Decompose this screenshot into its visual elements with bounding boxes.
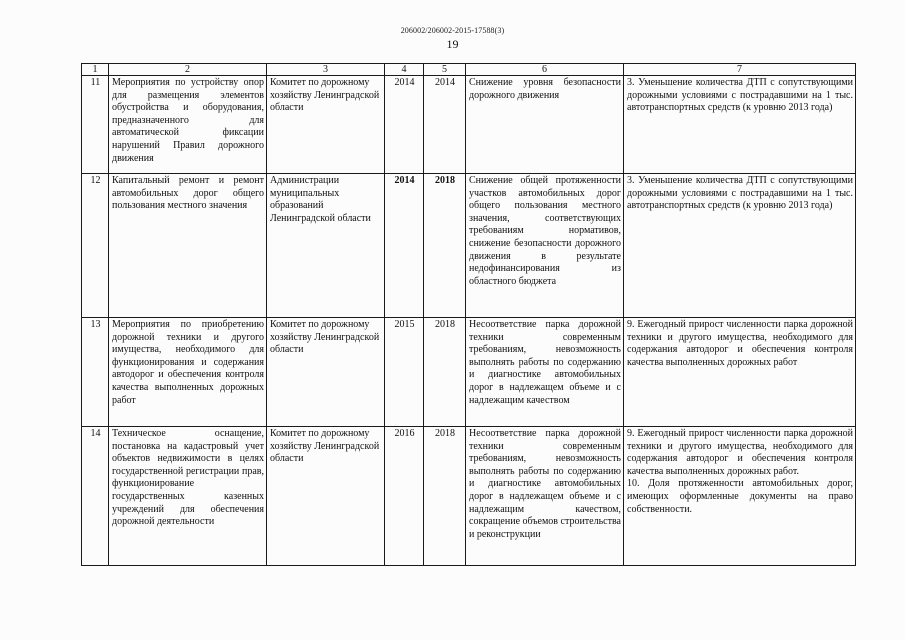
consequence-cell: Снижение общей протяженности участков автомобильных дорог общего пользования местного значения, соответствующих требованиям нормативов, снижение безопасности дорожного движения в результате недофинансирования из областного бюджета xyxy=(466,174,624,318)
column-header: 4 xyxy=(385,64,424,76)
row-number: 13 xyxy=(82,318,109,427)
table-row xyxy=(82,318,856,427)
table-row xyxy=(82,174,856,318)
end-year-cell: 2018 xyxy=(424,427,466,566)
indicator-cell: 3. Уменьшение количества ДТП с сопутствующими дорожными условиями с пострадавшими на 1 тыс. автотранспортных средств (к уровню 2013 года) xyxy=(624,76,856,174)
start-year-cell: 2015 xyxy=(385,318,424,427)
consequence-cell: Снижение уровня безопасности дорожного движения xyxy=(466,76,624,174)
column-header: 5 xyxy=(424,64,466,76)
start-year-cell: 2016 xyxy=(385,427,424,566)
table-row xyxy=(82,76,856,174)
column-header: 7 xyxy=(624,64,856,76)
start-year-cell: 2014 xyxy=(385,174,424,318)
measure-cell: Капитальный ремонт и ремонт автомобильных дорог общего пользования местного значения xyxy=(109,174,267,318)
consequence-cell: Несоответствие парка дорожной техники современным требованиям, невозможность выполнять работы по содержанию и диагностике автомобильных дорог в надлежащем объеме и с надлежащим качеством, сокращение объемов строительства и реконструкции xyxy=(466,427,624,566)
row-number: 11 xyxy=(82,76,109,174)
end-year-cell: 2014 xyxy=(424,76,466,174)
measures-table xyxy=(81,63,856,566)
measure-cell: Мероприятия по устройству опор для размещения элементов обустройства и оборудования, предназначенного для автоматической фиксации нарушений Правил дорожного движения xyxy=(109,76,267,174)
indicator-cell: 9. Ежегодный прирост численности парка дорожной техники и другого имущества, необходимого для содержания автодорог и обеспечения контроля качества выполненных дорожных работ. 10. Доля протяженности автомобильных дорог, имеющих оформленные документы на право собственности. xyxy=(624,427,856,566)
executor-cell: Администрации муниципальных образований Ленинградской области xyxy=(267,174,385,318)
executor-cell: Комитет по дорожному хозяйству Ленинградской области xyxy=(267,76,385,174)
executor-cell: Комитет по дорожному хозяйству Ленинградской области xyxy=(267,427,385,566)
row-number: 14 xyxy=(82,427,109,566)
consequence-cell: Несоответствие парка дорожной техники современным требованиям, невозможность выполнять работы по содержанию и диагностике автомобильных дорог в надлежащем объеме и с надлежащим качеством xyxy=(466,318,624,427)
indicator-cell: 3. Уменьшение количества ДТП с сопутствующими дорожными условиями с пострадавшими на 1 тыс. автотранспортных средств (к уровню 2013 года) xyxy=(624,174,856,318)
page-number: 19 xyxy=(446,37,459,51)
table-row xyxy=(82,427,856,566)
column-header: 3 xyxy=(267,64,385,76)
column-header: 1 xyxy=(82,64,109,76)
start-year-cell: 2014 xyxy=(385,76,424,174)
column-header: 2 xyxy=(109,64,267,76)
end-year-cell: 2018 xyxy=(424,318,466,427)
executor-cell: Комитет по дорожному хозяйству Ленинградской области xyxy=(267,318,385,427)
measure-cell: Техническое оснащение, постановка на кадастровый учет объектов недвижимости в целях государственной регистрации прав, функционирование государственных казенных учреждений для обеспечения дорожной деятельности xyxy=(109,427,267,566)
indicator-cell: 9. Ежегодный прирост численности парка дорожной техники и другого имущества, необходимого для содержания автодорог и обеспечения контроля качества выполненных дорожных работ xyxy=(624,318,856,427)
measure-cell: Мероприятия по приобретению дорожной техники и другого имущества, необходимого для функционирования и содержания автодорог и обеспечения контроля качества выполненных дорожных работ xyxy=(109,318,267,427)
column-header: 6 xyxy=(466,64,624,76)
table-header-row xyxy=(82,64,856,76)
document-id: 206002/206002-2015-17588(3) xyxy=(400,26,505,35)
end-year-cell: 2018 xyxy=(424,174,466,318)
row-number: 12 xyxy=(82,174,109,318)
